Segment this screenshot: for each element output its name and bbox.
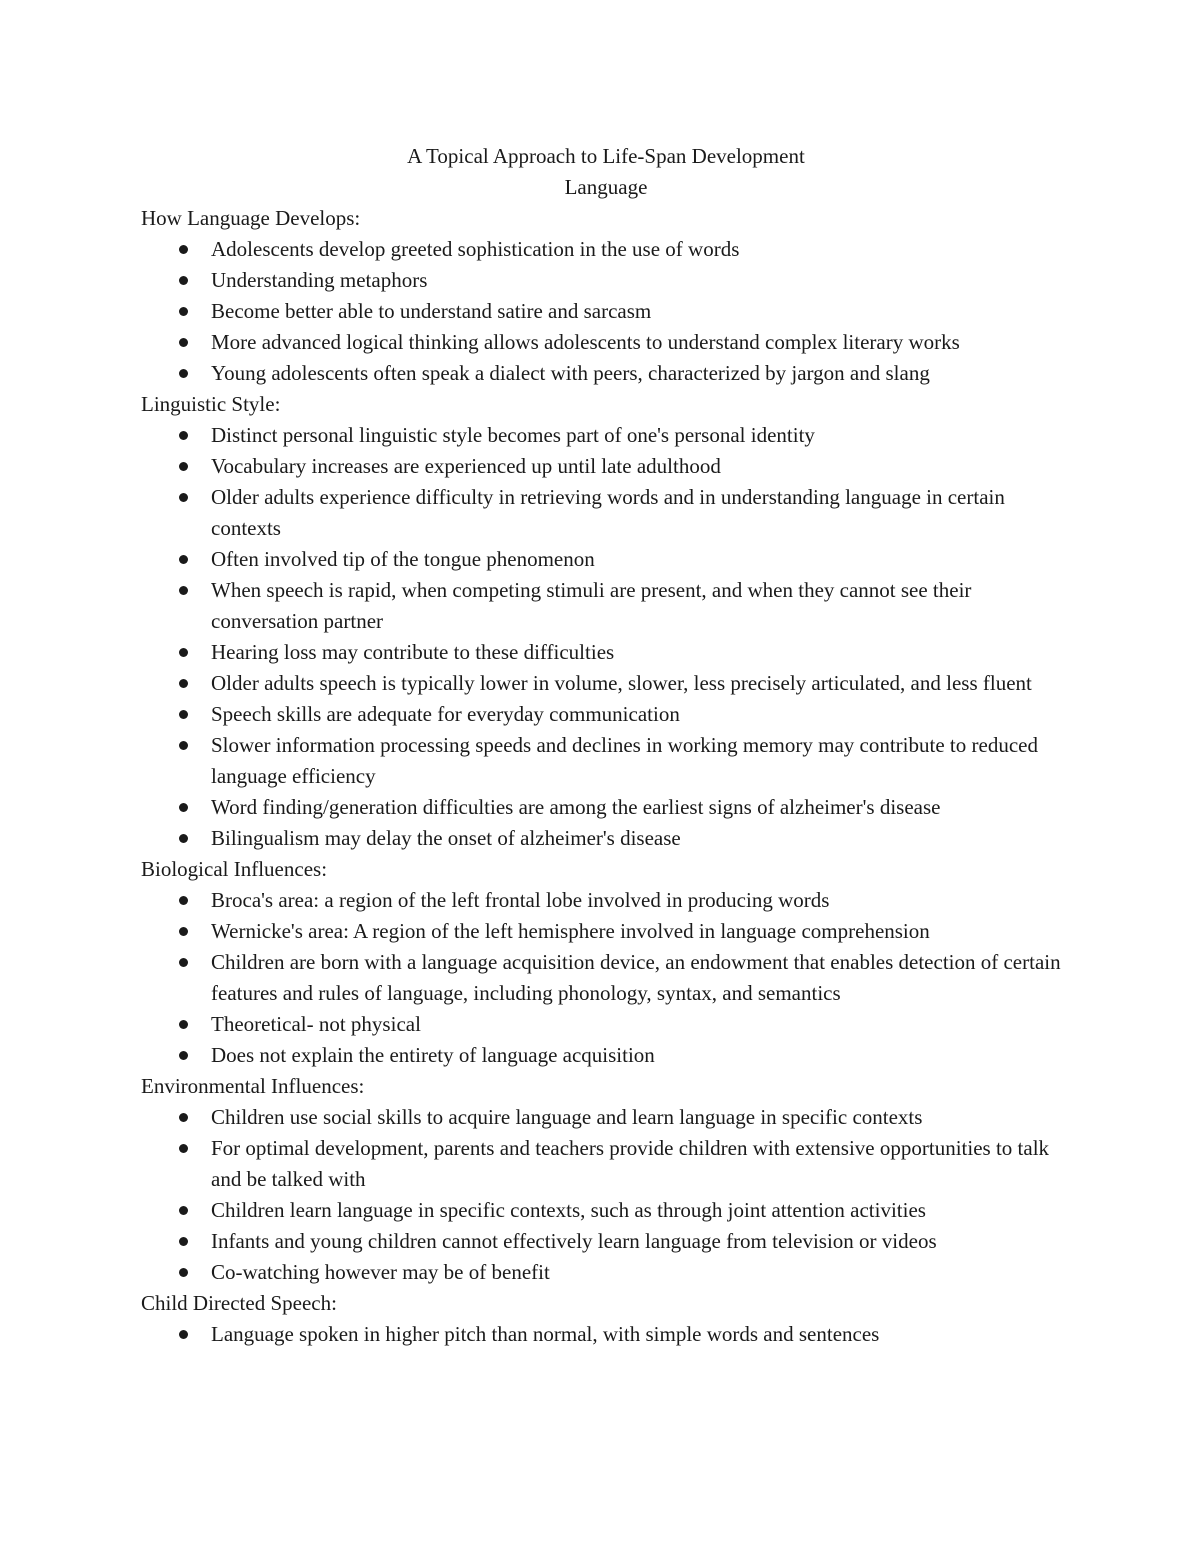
list-item-text: Does not explain the entirety of language acquisition	[211, 1043, 655, 1067]
list-item-text: Distinct personal linguistic style becomes part of one's personal identity	[211, 423, 815, 447]
bullet-icon	[179, 679, 188, 688]
bullet-list	[141, 1102, 1071, 1288]
document-title: A Topical Approach to Life-Span Development	[407, 144, 805, 168]
list-item-text: Older adults speech is typically lower in volume, slower, less precisely articulated, and less fluent	[211, 671, 1032, 695]
bullet-list	[141, 234, 1071, 389]
section-heading: Environmental Influences:	[141, 1074, 365, 1098]
list-item-text: Adolescents develop greeted sophistication in the use of words	[211, 237, 740, 261]
list-item-text: Slower information processing speeds and declines in working memory may contribute to reduced language efficiency	[211, 733, 1038, 788]
list-item	[141, 699, 1071, 730]
list-item	[141, 327, 1071, 358]
bullet-icon	[179, 431, 188, 440]
list-item-text: For optimal development, parents and teachers provide children with extensive opportunities to talk and be talked with	[211, 1136, 1050, 1191]
document-body	[141, 203, 1071, 1350]
list-item	[141, 296, 1071, 327]
document-page	[141, 141, 1071, 1350]
list-item	[141, 1133, 1071, 1195]
bullet-list	[141, 885, 1071, 1071]
bullet-icon	[179, 927, 188, 936]
list-item	[141, 885, 1071, 916]
section-heading: Biological Influences:	[141, 857, 328, 881]
list-item	[141, 1195, 1071, 1226]
list-item-text: Broca's area: a region of the left frontal lobe involved in producing words	[211, 888, 830, 912]
bullet-icon	[179, 1113, 188, 1122]
list-item-text: Children are born with a language acquisition device, an endowment that enables detection of certain features and rules of language, including phonology, syntax, and semantics	[211, 950, 1061, 1005]
list-item	[141, 637, 1071, 668]
list-item	[141, 1009, 1071, 1040]
section-heading: How Language Develops:	[141, 206, 361, 230]
list-item-text: Older adults experience difficulty in retrieving words and in understanding language in certain contexts	[211, 485, 1005, 540]
list-item	[141, 482, 1071, 544]
list-item	[141, 1040, 1071, 1071]
list-item-text: Children use social skills to acquire language and learn language in specific contexts	[211, 1105, 923, 1129]
bullet-icon	[179, 834, 188, 843]
list-item-text: Become better able to understand satire and sarcasm	[211, 299, 652, 323]
bullet-icon	[179, 276, 188, 285]
bullet-icon	[179, 245, 188, 254]
list-item	[141, 823, 1071, 854]
list-item	[141, 1257, 1071, 1288]
bullet-list	[141, 1319, 1071, 1350]
bullet-icon	[179, 307, 188, 316]
bullet-icon	[179, 586, 188, 595]
section-heading: Child Directed Speech:	[141, 1291, 337, 1315]
list-item	[141, 1102, 1071, 1133]
list-item-text: Vocabulary increases are experienced up until late adulthood	[211, 454, 721, 478]
list-item	[141, 544, 1071, 575]
bullet-icon	[179, 896, 188, 905]
list-item-text: Word finding/generation difficulties are among the earliest signs of alzheimer's disease	[211, 795, 941, 819]
bullet-icon	[179, 710, 188, 719]
bullet-icon	[179, 1206, 188, 1215]
list-item-text: More advanced logical thinking allows adolescents to understand complex literary works	[211, 330, 960, 354]
bullet-icon	[179, 369, 188, 378]
bullet-icon	[179, 648, 188, 657]
bullet-icon	[179, 741, 188, 750]
list-item-text: Often involved tip of the tongue phenomenon	[211, 547, 595, 571]
list-item	[141, 575, 1071, 637]
list-item-text: Wernicke's area: A region of the left hemisphere involved in language comprehension	[211, 919, 930, 943]
bullet-icon	[179, 1268, 188, 1277]
list-item	[141, 792, 1071, 823]
list-item-text: Theoretical- not physical	[211, 1012, 421, 1036]
list-item	[141, 358, 1071, 389]
list-item-text: Co-watching however may be of benefit	[211, 1260, 550, 1284]
section-heading: Linguistic Style:	[141, 392, 281, 416]
bullet-icon	[179, 462, 188, 471]
list-item	[141, 947, 1071, 1009]
bullet-icon	[179, 555, 188, 564]
list-item	[141, 668, 1071, 699]
list-item-text: Speech skills are adequate for everyday communication	[211, 702, 680, 726]
list-item-text: Young adolescents often speak a dialect with peers, characterized by jargon and slang	[211, 361, 930, 385]
document-subtitle: Language	[564, 175, 648, 199]
list-item	[141, 730, 1071, 792]
bullet-icon	[179, 1237, 188, 1246]
bullet-icon	[179, 1020, 188, 1029]
list-item-text: Children learn language in specific contexts, such as through joint attention activities	[211, 1198, 926, 1222]
list-item	[141, 916, 1071, 947]
list-item-text: Hearing loss may contribute to these difficulties	[211, 640, 615, 664]
bullet-icon	[179, 958, 188, 967]
list-item-text: Bilingualism may delay the onset of alzheimer's disease	[211, 826, 681, 850]
list-item-text: Language spoken in higher pitch than normal, with simple words and sentences	[211, 1322, 880, 1346]
list-item-text: Infants and young children cannot effectively learn language from television or videos	[211, 1229, 937, 1253]
bullet-icon	[179, 1330, 188, 1339]
bullet-icon	[179, 803, 188, 812]
list-item	[141, 234, 1071, 265]
list-item	[141, 1319, 1071, 1350]
list-item	[141, 1226, 1071, 1257]
bullet-icon	[179, 1144, 188, 1153]
list-item	[141, 265, 1071, 296]
list-item	[141, 451, 1071, 482]
bullet-icon	[179, 493, 188, 502]
list-item	[141, 420, 1071, 451]
list-item-text: When speech is rapid, when competing stimuli are present, and when they cannot see their conversation partner	[211, 578, 972, 633]
list-item-text: Understanding metaphors	[211, 268, 428, 292]
bullet-list	[141, 420, 1071, 854]
bullet-icon	[179, 1051, 188, 1060]
bullet-icon	[179, 338, 188, 347]
